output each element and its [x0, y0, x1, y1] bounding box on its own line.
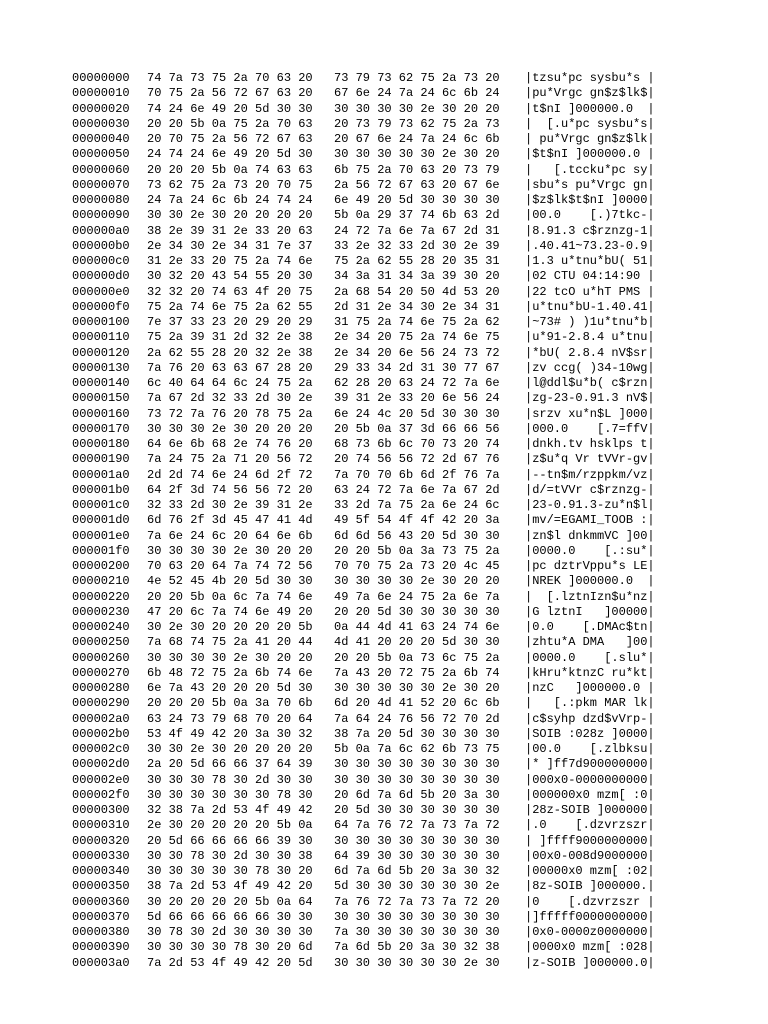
hex-bytes-group-1: 32 38 7a 2d 53 4f 49 42 — [147, 803, 313, 817]
ascii-column: |z$u*q Vr tVVr-gv| — [525, 452, 655, 467]
offset-column: 00000390 — [72, 940, 130, 955]
hex-bytes-group-2: 30 30 30 30 30 30 30 30 — [334, 772, 500, 787]
hex-bytes-group-2: 49 5f 54 4f 4f 42 20 3a — [334, 513, 500, 528]
hex-bytes-group-1: 7e 37 33 23 20 29 20 29 — [147, 315, 313, 329]
hex-bytes-group-2: 62 28 20 63 24 72 7a 6e — [334, 376, 500, 390]
hex-bytes-group-1: 31 2e 33 20 75 2a 74 6e — [147, 254, 313, 268]
ascii-column: |0000.0 [.slu*| — [525, 650, 655, 665]
hex-bytes-group-2: 20 74 56 56 72 2d 67 76 — [334, 452, 500, 467]
hex-bytes-group-2: 30 30 30 30 2e 30 20 20 — [334, 574, 500, 589]
ascii-column: |z-SOIB ]000000.0| — [525, 955, 655, 970]
hex-bytes-group-2: 6e 24 4c 20 5d 30 30 30 — [334, 406, 500, 421]
hex-bytes-group-1: 30 2e 30 20 20 20 20 5b — [147, 620, 313, 634]
offset-column: 000002a0 — [72, 711, 130, 726]
ascii-column: |*bU( 2.8.4 nV$sr| — [525, 345, 655, 360]
hex-bytes-group-1: 7a 67 2d 32 33 2d 30 2e — [147, 391, 313, 406]
hex-bytes-group-2: 6d 7a 6d 5b 20 3a 30 32 — [334, 864, 500, 878]
hex-bytes-group-2: 5b 0a 7a 6c 62 6b 73 75 — [334, 742, 500, 756]
ascii-column: |00000x0 mzm[ :02| — [525, 864, 655, 878]
hex-bytes-group-2: 20 5b 0a 37 3d 66 66 56 — [334, 421, 500, 436]
offset-column: 000003a0 — [72, 955, 130, 970]
hex-bytes-group-2: 30 30 30 30 30 30 30 30 — [334, 909, 500, 924]
hex-bytes-group-1: 2a 20 5d 66 66 37 64 39 — [147, 757, 313, 772]
offset-column: 00000210 — [72, 574, 130, 589]
hex-bytes-group-1: 32 33 2d 30 2e 39 31 2e — [147, 498, 313, 512]
offset-column: 000002c0 — [72, 742, 130, 756]
ascii-column: |$t$nI ]000000.0 | — [525, 147, 655, 162]
hex-bytes-group-2: 39 31 2e 33 20 6e 56 24 — [334, 391, 500, 406]
offset-column: 00000180 — [72, 437, 130, 451]
ascii-column: |0000.0 [.:su*| — [525, 543, 655, 558]
hex-bytes-group-1: 5d 66 66 66 66 66 30 30 — [147, 909, 313, 924]
hex-bytes-group-1: 2d 2d 74 6e 24 6d 2f 72 — [147, 467, 313, 482]
hex-bytes-group-1: 53 4f 49 42 20 3a 30 32 — [147, 726, 313, 741]
hex-bytes-group-1: 30 32 20 43 54 55 20 30 — [147, 269, 313, 284]
offset-column: 00000020 — [72, 101, 130, 116]
hex-bytes-group-1: 2e 30 20 20 20 20 5b 0a — [147, 818, 313, 833]
hex-bytes-group-2: 2d 31 2e 34 30 2e 34 31 — [334, 299, 500, 314]
hex-bytes-group-2: 64 7a 76 72 7a 73 7a 72 — [334, 818, 500, 833]
hex-bytes-group-2: 68 73 6b 6c 70 73 20 74 — [334, 437, 500, 451]
hex-bytes-group-2: 5d 30 30 30 30 30 30 2e — [334, 879, 500, 894]
hex-bytes-group-2: 6e 49 20 5d 30 30 30 30 — [334, 193, 500, 207]
offset-column: 00000350 — [72, 879, 130, 894]
ascii-column: |00.0 [.)7tkc-| — [525, 208, 655, 223]
hex-bytes-group-1: 7a 24 75 2a 71 20 56 72 — [147, 452, 313, 467]
offset-column: 00000110 — [72, 330, 130, 345]
hex-bytes-group-1: 30 30 2e 30 20 20 20 20 — [147, 208, 313, 223]
ascii-column: |pu*Vrgc gn$z$lk$| — [525, 86, 655, 101]
offset-column: 00000240 — [72, 620, 130, 634]
offset-column: 00000090 — [72, 208, 130, 223]
offset-column: 00000060 — [72, 162, 130, 177]
hex-bytes-group-1: 24 7a 24 6c 6b 24 74 24 — [147, 193, 313, 207]
ascii-column: | [.u*pc sysbu*s| — [525, 116, 655, 131]
ascii-column: |23-0.91.3-zu*n$l| — [525, 498, 655, 512]
hex-bytes-group-2: 7a 6d 5b 20 3a 30 32 38 — [334, 940, 500, 955]
hex-bytes-group-2: 31 75 2a 74 6e 75 2a 62 — [334, 315, 500, 329]
offset-column: 00000320 — [72, 833, 130, 848]
hex-bytes-group-2: 30 30 30 30 30 30 30 30 — [334, 757, 500, 772]
hex-bytes-group-1: 73 72 7a 76 20 78 75 2a — [147, 406, 313, 421]
hex-bytes-group-2: 33 2d 7a 75 2a 6e 24 6c — [334, 498, 500, 512]
hex-bytes-group-2: 7a 30 30 30 30 30 30 30 — [334, 925, 500, 939]
hex-bytes-group-2: 20 20 5d 30 30 30 30 30 — [334, 604, 500, 619]
ascii-column: |nzC ]000000.0 | — [525, 681, 655, 695]
hex-bytes-group-2: 20 6d 7a 6d 5b 20 3a 30 — [334, 787, 500, 802]
hex-bytes-group-1: 38 7a 2d 53 4f 49 42 20 — [147, 879, 313, 894]
hex-bytes-group-2: 6d 6d 56 43 20 5d 30 30 — [334, 528, 500, 543]
hex-bytes-group-2: 7a 76 72 7a 73 7a 72 20 — [334, 894, 500, 909]
hex-bytes-group-1: 63 24 73 79 68 70 20 64 — [147, 711, 313, 726]
ascii-column: |srzv xu*n$L ]000| — [525, 406, 655, 421]
hex-bytes-group-2: 70 70 75 2a 73 20 4c 45 — [334, 559, 500, 573]
ascii-column: |pc dztrVppu*s LE| — [525, 559, 655, 573]
offset-column: 00000120 — [72, 345, 130, 360]
hex-bytes-group-2: 2e 34 20 6e 56 24 73 72 — [334, 345, 500, 360]
hex-bytes-group-1: 4e 52 45 4b 20 5d 30 30 — [147, 574, 313, 589]
hex-bytes-group-1: 32 32 20 74 63 4f 20 75 — [147, 284, 313, 299]
ascii-column: |kHru*ktnzC ru*kt| — [525, 665, 655, 680]
hex-bytes-group-1: 30 30 30 78 30 2d 30 30 — [147, 772, 313, 787]
hex-bytes-group-2: 73 79 73 62 75 2a 73 20 — [334, 71, 500, 85]
hex-bytes-group-2: 33 2e 32 33 2d 30 2e 39 — [334, 238, 500, 253]
hex-bytes-group-1: 73 62 75 2a 73 20 70 75 — [147, 177, 313, 192]
offset-column: 00000010 — [72, 86, 130, 101]
hex-bytes-group-1: 7a 6e 24 6c 20 64 6e 6b — [147, 528, 313, 543]
offset-column: 000000d0 — [72, 269, 130, 284]
hex-bytes-group-1: 20 70 75 2a 56 72 67 63 — [147, 132, 313, 146]
offset-column: 00000270 — [72, 665, 130, 680]
hex-bytes-group-2: 34 3a 31 34 3a 39 30 20 — [334, 269, 500, 284]
offset-column: 00000250 — [72, 635, 130, 650]
hex-bytes-group-1: 30 30 30 2e 30 20 20 20 — [147, 421, 313, 436]
ascii-column: |000x0-0000000000| — [525, 772, 655, 787]
ascii-column: |d/=tVVr c$rznzg-| — [525, 482, 655, 497]
hex-bytes-group-1: 64 6e 6b 68 2e 74 76 20 — [147, 437, 313, 451]
offset-column: 00000310 — [72, 818, 130, 833]
offset-column: 000002f0 — [72, 787, 130, 802]
hex-bytes-group-1: 2a 62 55 28 20 32 2e 38 — [147, 345, 313, 360]
hex-bytes-group-1: 20 20 20 5b 0a 3a 70 6b — [147, 696, 313, 711]
ascii-column: |00.0 [.zlbksu| — [525, 742, 655, 756]
hex-bytes-group-2: 20 67 6e 24 7a 24 6c 6b — [334, 132, 500, 146]
ascii-column: |u*91-2.8.4 u*tnu| — [525, 330, 655, 345]
ascii-column: |0x0-0000z0000000| — [525, 925, 655, 939]
ascii-column: |00x0-008d9000000| — [525, 848, 655, 863]
offset-column: 000002e0 — [72, 772, 130, 787]
ascii-column: |t$nI ]000000.0 | — [525, 101, 655, 116]
ascii-column: |0000x0 mzm[ :028| — [525, 940, 655, 955]
hex-bytes-group-2: 7a 43 20 72 75 2a 6b 74 — [334, 665, 500, 680]
ascii-column: | ]ffff9000000000| — [525, 833, 655, 848]
hex-bytes-group-1: 75 2a 39 31 2d 32 2e 38 — [147, 330, 313, 345]
hex-bytes-group-2: 30 30 30 30 30 30 30 30 — [334, 833, 500, 848]
ascii-column: |zg-23-0.91.3 nV$| — [525, 391, 655, 406]
offset-column: 000001f0 — [72, 543, 130, 558]
ascii-column: | [.:pkm MAR lk| — [525, 696, 655, 711]
offset-column: 000000e0 — [72, 284, 130, 299]
offset-column: 00000170 — [72, 421, 130, 436]
offset-column: 00000260 — [72, 650, 130, 665]
offset-column: 000001b0 — [72, 482, 130, 497]
hex-bytes-group-2: 5b 0a 29 37 74 6b 63 2d — [334, 208, 500, 223]
ascii-column: |000.0 [.7=ffV| — [525, 421, 655, 436]
hex-bytes-group-2: 20 20 5b 0a 73 6c 75 2a — [334, 650, 500, 665]
hex-bytes-group-1: 6e 7a 43 20 20 20 5d 30 — [147, 681, 313, 695]
hex-bytes-group-2: 30 30 30 30 30 2e 30 20 — [334, 681, 500, 695]
ascii-column: |000000x0 mzm[ :0| — [525, 787, 655, 802]
ascii-column: |28z-SOIB ]000000| — [525, 803, 655, 817]
offset-column: 000000f0 — [72, 299, 130, 314]
hex-bytes-group-1: 70 75 2a 56 72 67 63 20 — [147, 86, 313, 101]
hex-bytes-group-1: 30 30 30 30 2e 30 20 20 — [147, 543, 313, 558]
ascii-column: |1.3 u*tnu*bU( 51| — [525, 254, 655, 268]
hex-bytes-group-2: 6d 20 4d 41 52 20 6c 6b — [334, 696, 500, 711]
hex-bytes-group-2: 63 24 72 7a 6e 7a 67 2d — [334, 482, 500, 497]
hex-bytes-group-1: 30 20 20 20 20 5b 0a 64 — [147, 894, 313, 909]
hex-bytes-group-1: 7a 76 20 63 63 67 28 20 — [147, 360, 313, 375]
offset-column: 00000030 — [72, 116, 130, 131]
offset-column: 000001a0 — [72, 467, 130, 482]
hex-bytes-group-1: 30 30 2e 30 20 20 20 20 — [147, 742, 313, 756]
offset-column: 000002d0 — [72, 757, 130, 772]
hex-bytes-group-2: 2e 34 20 75 2a 74 6e 75 — [334, 330, 500, 345]
offset-column: 000001d0 — [72, 513, 130, 528]
ascii-column: |NREK ]000000.0 | — [525, 574, 655, 589]
hex-bytes-group-2: 2a 68 54 20 50 4d 53 20 — [334, 284, 500, 299]
ascii-column: |SOIB :028z ]0000| — [525, 726, 655, 741]
hex-bytes-group-2: 24 72 7a 6e 7a 67 2d 31 — [334, 223, 500, 238]
offset-column: 00000190 — [72, 452, 130, 467]
ascii-column: |8z-SOIB ]000000.| — [525, 879, 655, 894]
offset-column: 000000b0 — [72, 238, 130, 253]
hex-bytes-group-1: 75 2a 74 6e 75 2a 62 55 — [147, 299, 313, 314]
hex-bytes-group-1: 6c 40 64 64 6c 24 75 2a — [147, 376, 313, 390]
ascii-column: |22 tcO u*hT PMS | — [525, 284, 655, 299]
hex-bytes-group-1: 2e 34 30 2e 34 31 7e 37 — [147, 238, 313, 253]
offset-column: 00000040 — [72, 132, 130, 146]
offset-column: 00000050 — [72, 147, 130, 162]
hex-bytes-group-1: 30 30 30 30 30 30 78 30 — [147, 787, 313, 802]
offset-column: 000001c0 — [72, 498, 130, 512]
ascii-column: |--tn$m/rzppkm/vz| — [525, 467, 655, 482]
hex-bytes-group-2: 67 6e 24 7a 24 6c 6b 24 — [334, 86, 500, 101]
offset-column: 00000330 — [72, 848, 130, 863]
offset-column: 000001e0 — [72, 528, 130, 543]
hex-bytes-group-1: 20 20 5b 0a 75 2a 70 63 — [147, 116, 313, 131]
ascii-column: |$z$lk$t$nI ]0000| — [525, 193, 655, 207]
ascii-column: |8.91.3 c$rznzg-1| — [525, 223, 655, 238]
ascii-column: |l@ddl$u*b( c$rzn| — [525, 376, 655, 390]
ascii-column: |0 [.dzvrzszr | — [525, 894, 655, 909]
offset-column: 00000370 — [72, 909, 130, 924]
hex-bytes-group-1: 47 20 6c 7a 74 6e 49 20 — [147, 604, 313, 619]
hex-bytes-group-1: 30 78 30 2d 30 30 30 30 — [147, 925, 313, 939]
hex-bytes-group-2: 30 30 30 30 30 2e 30 20 — [334, 147, 500, 162]
hex-bytes-group-1: 6b 48 72 75 2a 6b 74 6e — [147, 665, 313, 680]
hex-bytes-group-1: 74 24 6e 49 20 5d 30 30 — [147, 101, 313, 116]
offset-column: 000000c0 — [72, 254, 130, 268]
offset-column: 00000380 — [72, 925, 130, 939]
hex-bytes-group-2: 20 73 79 73 62 75 2a 73 — [334, 116, 500, 131]
ascii-column: | pu*Vrgc gn$z$lk| — [525, 132, 655, 146]
hex-bytes-group-1: 7a 68 74 75 2a 41 20 44 — [147, 635, 313, 650]
ascii-column: |]fffff0000000000| — [525, 909, 655, 924]
hex-bytes-group-1: 7a 2d 53 4f 49 42 20 5d — [147, 955, 313, 970]
hex-bytes-group-1: 38 2e 39 31 2e 33 20 63 — [147, 223, 313, 238]
hex-bytes-group-2: 64 39 30 30 30 30 30 30 — [334, 848, 500, 863]
offset-column: 000002b0 — [72, 726, 130, 741]
hex-bytes-group-2: 30 30 30 30 30 30 2e 30 — [334, 955, 500, 970]
hex-bytes-group-2: 6b 75 2a 70 63 20 73 79 — [334, 162, 500, 177]
ascii-column: |u*tnu*bU-1.40.41| — [525, 299, 655, 314]
hex-bytes-group-2: 75 2a 62 55 28 20 35 31 — [334, 254, 500, 268]
offset-column: 00000140 — [72, 376, 130, 390]
hex-bytes-group-2: 38 7a 20 5d 30 30 30 30 — [334, 726, 500, 741]
ascii-column: |zv ccg( )34-10wg| — [525, 360, 655, 375]
ascii-column: |.0 [.dzvrzszr| — [525, 818, 655, 833]
hex-bytes-group-2: 20 20 5b 0a 3a 73 75 2a — [334, 543, 500, 558]
hex-bytes-group-1: 70 63 20 64 7a 74 72 56 — [147, 559, 313, 573]
offset-column: 00000290 — [72, 696, 130, 711]
hex-bytes-group-2: 20 5d 30 30 30 30 30 30 — [334, 803, 500, 817]
ascii-column: |G lztnI ]00000| — [525, 604, 655, 619]
ascii-column: |dnkh.tv hsklps t| — [525, 437, 655, 451]
hex-bytes-group-2: 0a 44 4d 41 63 24 74 6e — [334, 620, 500, 634]
offset-column: 00000360 — [72, 894, 130, 909]
offset-column: 000000a0 — [72, 223, 130, 238]
hex-bytes-group-1: 30 30 30 30 2e 30 20 20 — [147, 650, 313, 665]
offset-column: 00000340 — [72, 864, 130, 878]
hex-bytes-group-1: 20 20 5b 0a 6c 7a 74 6e — [147, 589, 313, 604]
offset-column: 00000080 — [72, 193, 130, 207]
ascii-column: |zhtu*A DMA ]00| — [525, 635, 655, 650]
hex-bytes-group-2: 2a 56 72 67 63 20 67 6e — [334, 177, 500, 192]
hex-bytes-group-1: 30 30 30 30 30 78 30 20 — [147, 864, 313, 878]
hex-bytes-group-2: 29 33 34 2d 31 30 77 67 — [334, 360, 500, 375]
ascii-column: |02 CTU 04:14:90 | — [525, 269, 655, 284]
hex-bytes-group-1: 30 30 30 30 78 30 20 6d — [147, 940, 313, 955]
hex-bytes-group-1: 30 30 78 30 2d 30 30 38 — [147, 848, 313, 863]
ascii-column: |* ]ff7d900000000| — [525, 757, 655, 772]
hex-bytes-group-1: 64 2f 3d 74 56 56 72 20 — [147, 482, 313, 497]
offset-column: 00000100 — [72, 315, 130, 329]
offset-column: 00000160 — [72, 406, 130, 421]
offset-column: 00000300 — [72, 803, 130, 817]
offset-column: 00000070 — [72, 177, 130, 192]
offset-column: 00000150 — [72, 391, 130, 406]
offset-column: 00000000 — [72, 71, 130, 85]
hex-bytes-group-2: 30 30 30 30 2e 30 20 20 — [334, 101, 500, 116]
hex-bytes-group-2: 4d 41 20 20 20 5d 30 30 — [334, 635, 500, 650]
hex-bytes-group-1: 20 20 20 5b 0a 74 63 63 — [147, 162, 313, 177]
hex-bytes-group-1: 6d 76 2f 3d 45 47 41 4d — [147, 513, 313, 528]
offset-column: 00000230 — [72, 604, 130, 619]
ascii-column: |.40.41~73.23-0.9| — [525, 238, 655, 253]
offset-column: 00000280 — [72, 681, 130, 695]
ascii-column: |c$syhp dzd$vVrp-| — [525, 711, 655, 726]
hex-bytes-group-1: 24 74 24 6e 49 20 5d 30 — [147, 147, 313, 162]
ascii-column: |zn$l dnkmmVC ]00| — [525, 528, 655, 543]
ascii-column: | [.lztnIzn$u*nz| — [525, 589, 655, 604]
ascii-column: |0.0 [.DMAc$tn| — [525, 620, 655, 634]
offset-column: 00000200 — [72, 559, 130, 573]
ascii-column: |~73# ) )1u*tnu*b| — [525, 315, 655, 329]
ascii-column: |sbu*s pu*Vrgc gn| — [525, 177, 655, 192]
offset-column: 00000130 — [72, 360, 130, 375]
ascii-column: |mv/=EGAMI_TOOB :| — [525, 513, 655, 528]
offset-column: 00000220 — [72, 589, 130, 604]
hex-bytes-group-1: 20 5d 66 66 66 66 39 30 — [147, 833, 313, 848]
ascii-column: | [.tccku*pc sy| — [525, 162, 655, 177]
hex-bytes-group-2: 7a 64 24 76 56 72 70 2d — [334, 711, 500, 726]
hex-bytes-group-1: 74 7a 73 75 2a 70 63 20 — [147, 71, 313, 85]
hex-bytes-group-2: 7a 70 70 6b 6d 2f 76 7a — [334, 467, 500, 482]
hex-bytes-group-2: 49 7a 6e 24 75 2a 6e 7a — [334, 589, 500, 604]
ascii-column: |tzsu*pc sysbu*s | — [525, 71, 655, 85]
